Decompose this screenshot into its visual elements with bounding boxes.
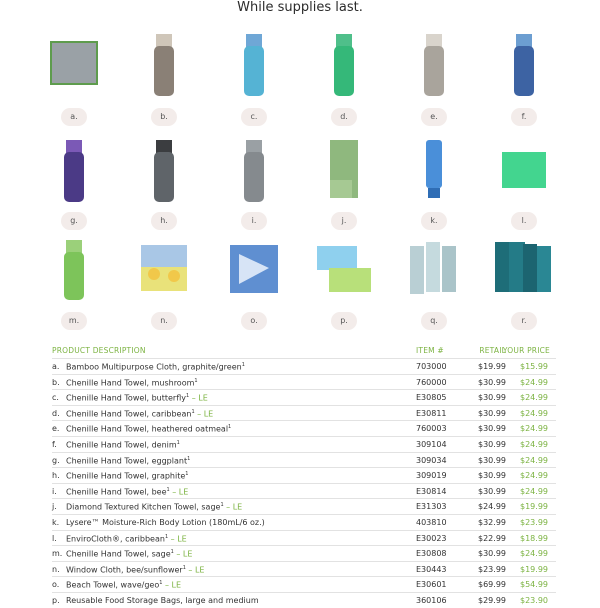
header-description: PRODUCT DESCRIPTION xyxy=(52,346,146,355)
table-row xyxy=(52,467,556,483)
row-your-price: $23.99 xyxy=(520,517,548,527)
footnote-marker: 1 xyxy=(185,471,189,478)
row-retail-price: $22.99 xyxy=(478,533,506,543)
product-letter: i. xyxy=(241,212,267,230)
footnote-marker: 1 xyxy=(187,455,191,462)
limited-edition-tag: – LE xyxy=(185,565,205,575)
product-letter: r. xyxy=(511,312,537,330)
row-letter: d. xyxy=(52,408,60,418)
row-your-price: $24.99 xyxy=(520,455,548,465)
cloth-image xyxy=(49,40,99,86)
row-your-price: $18.99 xyxy=(520,533,548,543)
footnote-marker: 1 xyxy=(228,424,232,431)
row-letter: p. xyxy=(52,595,60,605)
row-letter: f. xyxy=(52,439,57,449)
footnote-marker: 1 xyxy=(241,362,245,368)
footnote-marker: 1 xyxy=(220,502,224,509)
row-description xyxy=(66,565,406,575)
product-letter: b. xyxy=(151,108,177,126)
product-letter: a. xyxy=(61,108,87,126)
row-your-price: $24.99 xyxy=(520,471,548,481)
table-row xyxy=(52,358,556,374)
towel-image xyxy=(240,34,268,96)
product-letter: m. xyxy=(61,312,87,330)
row-your-price: $54.99 xyxy=(520,580,548,590)
headline: While supplies last. xyxy=(237,0,363,15)
footnote-marker: 1 xyxy=(166,486,170,493)
table-header xyxy=(52,344,556,358)
row-description-text: Chenille Hand Towel, graphite xyxy=(66,471,186,481)
product-letter: l. xyxy=(511,212,537,230)
towel-image xyxy=(420,34,448,96)
window-cloth-image xyxy=(140,244,188,292)
footnote-marker: 1 xyxy=(182,564,186,571)
row-description-text: Reusable Food Storage Bags, large and medium xyxy=(66,595,259,605)
row-item-number: 403810 xyxy=(416,517,447,527)
row-retail-price: $30.99 xyxy=(478,471,506,481)
limited-edition-tag: – LE xyxy=(168,534,187,544)
row-description-text: Bamboo Multipurpose Cloth, graphite/green xyxy=(66,362,242,372)
row-description xyxy=(66,409,406,419)
product-letter: p. xyxy=(331,312,357,330)
table-row xyxy=(52,389,556,405)
footnote-marker: 1 xyxy=(194,377,198,384)
row-letter: h. xyxy=(52,471,60,481)
kitchen-towel-image xyxy=(327,140,361,200)
row-retail-price: $29.99 xyxy=(478,595,506,605)
row-retail-price: $69.99 xyxy=(478,580,506,590)
product-letter: e. xyxy=(421,108,447,126)
row-item-number: 760000 xyxy=(416,377,447,387)
table-row xyxy=(52,374,556,390)
cloths-image xyxy=(493,240,555,296)
napkins-image xyxy=(408,240,460,298)
row-item-number: E30805 xyxy=(416,393,447,403)
row-item-number: E31303 xyxy=(416,502,447,512)
row-description-text: Chenille Hand Towel, mushroom xyxy=(66,378,195,388)
row-letter: m. xyxy=(52,549,63,559)
row-retail-price: $32.99 xyxy=(478,517,506,527)
limited-edition-tag: – LE xyxy=(169,487,189,497)
product-letter: f. xyxy=(511,108,537,126)
row-item-number: E30443 xyxy=(416,564,447,574)
row-your-price: $24.99 xyxy=(520,393,548,403)
table-row xyxy=(52,420,556,436)
table-row xyxy=(52,576,556,592)
header-retail: RETAIL xyxy=(479,346,506,355)
row-item-number: 309034 xyxy=(416,455,447,465)
row-description xyxy=(66,502,406,512)
row-description xyxy=(66,456,406,466)
product-letter: o. xyxy=(241,312,267,330)
row-description xyxy=(66,362,406,372)
row-your-price: $23.90 xyxy=(520,595,548,605)
product-table xyxy=(52,344,556,608)
row-retail-price: $24.99 xyxy=(478,502,506,512)
row-your-price: $24.99 xyxy=(520,486,548,496)
row-retail-price: $30.99 xyxy=(478,486,506,496)
header-item: ITEM # xyxy=(416,346,444,355)
row-letter: b. xyxy=(52,377,60,387)
footnote-marker: 1 xyxy=(186,393,190,400)
row-item-number: E30601 xyxy=(416,580,447,590)
row-item-number: 309104 xyxy=(416,439,447,449)
row-description-text: Chenille Hand Towel, sage xyxy=(66,549,171,559)
product-letter: c. xyxy=(241,108,267,126)
row-description-text: Window Cloth, bee/sunflower xyxy=(66,565,183,575)
cloth-image xyxy=(500,150,548,190)
row-description-text: Diamond Textured Kitchen Towel, sage xyxy=(66,503,221,512)
beach-towel-image xyxy=(229,244,279,294)
storage-bags-image xyxy=(315,244,373,296)
towel-image xyxy=(150,34,178,96)
row-retail-price: $19.99 xyxy=(478,362,506,371)
row-retail-price: $30.99 xyxy=(478,393,506,403)
row-retail-price: $30.99 xyxy=(478,549,506,559)
row-letter: n. xyxy=(52,564,60,574)
row-description xyxy=(66,487,406,497)
row-your-price: $24.99 xyxy=(520,549,548,559)
table-row xyxy=(52,483,556,499)
limited-edition-tag: – LE xyxy=(223,503,243,512)
row-letter: k. xyxy=(52,517,60,527)
row-description-text: Chenille Hand Towel, heathered oatmeal xyxy=(66,425,229,435)
towel-image xyxy=(60,240,88,300)
product-letter: q. xyxy=(421,312,447,330)
product-letter: k. xyxy=(421,212,447,230)
row-description-text: Beach Towel, wave/geo xyxy=(66,580,160,590)
towel-image xyxy=(330,34,358,96)
row-letter: g. xyxy=(52,455,60,465)
row-your-price: $24.99 xyxy=(520,424,548,434)
table-row xyxy=(52,545,556,561)
lotion-image xyxy=(422,140,446,200)
table-body xyxy=(52,358,556,608)
row-retail-price: $30.99 xyxy=(478,455,506,465)
row-description xyxy=(66,534,406,544)
footnote-marker: 1 xyxy=(176,439,180,446)
row-retail-price: $23.99 xyxy=(478,564,506,574)
row-your-price: $15.99 xyxy=(520,362,548,371)
towel-image xyxy=(240,140,268,202)
row-description-text: Chenille Hand Towel, bee xyxy=(66,487,167,497)
row-letter: i. xyxy=(52,486,57,496)
table-row xyxy=(52,561,556,577)
limited-edition-tag: – LE xyxy=(173,549,193,559)
row-description-text: Chenille Hand Towel, butterfly xyxy=(66,393,186,403)
towel-image xyxy=(60,140,88,202)
row-retail-price: $30.99 xyxy=(478,424,506,434)
table-row xyxy=(52,514,556,530)
row-item-number: E30023 xyxy=(416,533,447,543)
footnote-marker: 1 xyxy=(191,408,195,415)
limited-edition-tag: – LE xyxy=(194,409,214,419)
table-row xyxy=(52,530,556,546)
product-letter: h. xyxy=(151,212,177,230)
row-description xyxy=(66,471,406,481)
footnote-marker: 1 xyxy=(159,580,163,587)
table-row xyxy=(52,498,556,514)
row-retail-price: $30.99 xyxy=(478,408,506,418)
row-letter: j. xyxy=(52,502,57,512)
row-description-text: Chenille Hand Towel, denim xyxy=(66,440,177,450)
row-description xyxy=(66,596,406,605)
table-row xyxy=(52,405,556,421)
row-item-number: E30808 xyxy=(416,549,447,559)
row-item-number: E30811 xyxy=(416,408,447,418)
towel-image xyxy=(510,34,538,96)
row-description-text: Chenille Hand Towel, caribbean xyxy=(66,409,192,419)
row-description-text: EnviroCloth®, caribbean xyxy=(66,534,165,544)
row-letter: a. xyxy=(52,362,60,371)
limited-edition-tag: – LE xyxy=(189,393,208,403)
row-item-number: 309019 xyxy=(416,471,447,481)
row-description xyxy=(66,549,406,559)
row-letter: l. xyxy=(52,533,57,543)
row-letter: o. xyxy=(52,580,60,590)
row-retail-price: $30.99 xyxy=(478,377,506,387)
row-your-price: $24.99 xyxy=(520,377,548,387)
row-item-number: E30814 xyxy=(416,486,447,496)
row-description xyxy=(66,424,406,434)
row-description xyxy=(66,440,406,450)
row-letter: c. xyxy=(52,393,59,403)
row-description xyxy=(66,378,406,388)
row-your-price: $24.99 xyxy=(520,408,548,418)
row-description xyxy=(66,393,406,403)
row-item-number: 703000 xyxy=(416,362,447,371)
towel-image xyxy=(150,140,178,202)
footnote-marker: 1 xyxy=(170,549,174,556)
row-item-number: 360106 xyxy=(416,595,447,605)
row-description xyxy=(66,580,406,590)
product-letter: n. xyxy=(151,312,177,330)
table-row xyxy=(52,452,556,468)
row-letter: e. xyxy=(52,424,60,434)
limited-edition-tag: – LE xyxy=(162,580,182,590)
row-description-text: Lysere™ Moisture-Rich Body Lotion (180mL/6 oz.) xyxy=(66,517,265,527)
row-your-price: $24.99 xyxy=(520,439,548,449)
header-price: YOUR PRICE xyxy=(502,346,550,355)
table-row xyxy=(52,436,556,452)
row-description xyxy=(66,518,406,527)
product-letter: g. xyxy=(61,212,87,230)
footnote-marker: 1 xyxy=(164,533,169,540)
row-item-number: 760003 xyxy=(416,424,447,434)
row-retail-price: $30.99 xyxy=(478,439,506,449)
product-letter: d. xyxy=(331,108,357,126)
row-your-price: $19.99 xyxy=(520,564,548,574)
row-your-price: $19.99 xyxy=(520,502,548,512)
product-letter: j. xyxy=(331,212,357,230)
row-description-text: Chenille Hand Towel, eggplant xyxy=(66,456,188,466)
